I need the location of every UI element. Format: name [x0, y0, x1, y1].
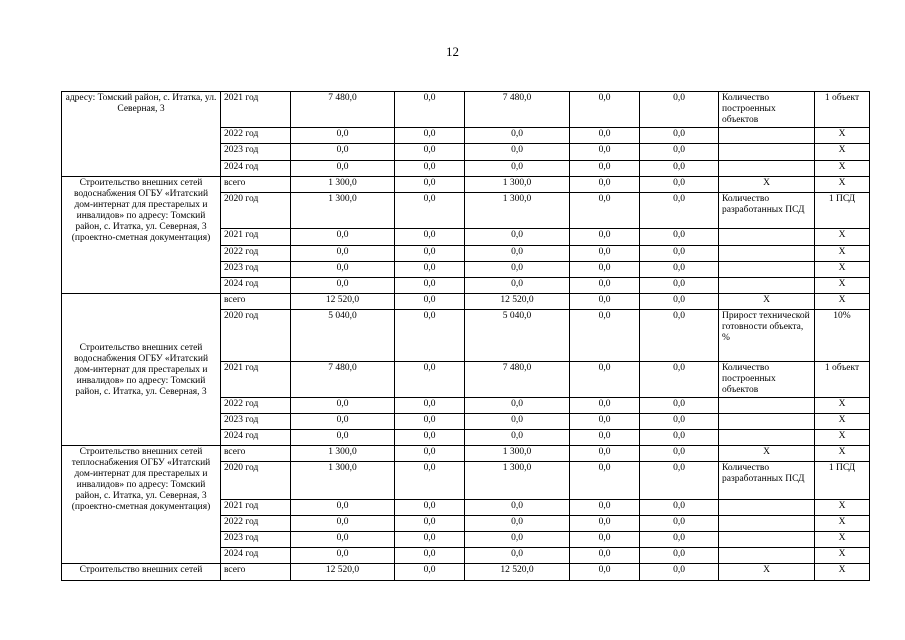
amount-federal-cell: 0,0 [395, 430, 465, 446]
amount-local-cell: 0,0 [570, 362, 640, 398]
amount-total-cell: 0,0 [291, 246, 395, 262]
amount-local-cell: 0,0 [570, 246, 640, 262]
amount-federal-cell: 0,0 [395, 193, 465, 229]
amount-regional-cell: 0,0 [465, 246, 570, 262]
indicator-cell [719, 144, 815, 161]
amount-total-cell: 0,0 [291, 229, 395, 246]
amount-local-cell: 0,0 [570, 128, 640, 144]
indicator-cell [719, 398, 815, 414]
amount-federal-cell: 0,0 [395, 532, 465, 548]
amount-local-cell: 0,0 [570, 262, 640, 278]
indicator-value-cell: X [815, 294, 870, 310]
indicator-value-cell: X [815, 128, 870, 144]
period-cell: всего [221, 446, 291, 462]
indicator-cell [719, 500, 815, 516]
amount-federal-cell: 0,0 [395, 516, 465, 532]
amount-regional-cell: 5 040,0 [465, 310, 570, 362]
amount-extra-cell: 0,0 [640, 177, 719, 193]
amount-regional-cell: 0,0 [465, 430, 570, 446]
amount-federal-cell: 0,0 [395, 144, 465, 161]
amount-local-cell: 0,0 [570, 414, 640, 430]
amount-local-cell: 0,0 [570, 462, 640, 500]
project-name: адресу: Томский район, с. Итатка, ул. Северная, 3 [62, 92, 221, 177]
indicator-cell [719, 128, 815, 144]
period-cell: всего [221, 294, 291, 310]
amount-total-cell: 12 520,0 [291, 294, 395, 310]
amount-extra-cell: 0,0 [640, 193, 719, 229]
period-cell: всего [221, 177, 291, 193]
indicator-cell: Прирост технической готовности объекта, % [719, 310, 815, 362]
amount-federal-cell: 0,0 [395, 548, 465, 564]
amount-extra-cell: 0,0 [640, 362, 719, 398]
amount-regional-cell: 0,0 [465, 161, 570, 177]
period-cell: 2021 год [221, 92, 291, 128]
table-row [62, 177, 870, 193]
amount-federal-cell: 0,0 [395, 177, 465, 193]
amount-regional-cell: 0,0 [465, 398, 570, 414]
amount-regional-cell: 1 300,0 [465, 177, 570, 193]
amount-federal-cell: 0,0 [395, 161, 465, 177]
amount-regional-cell: 0,0 [465, 516, 570, 532]
indicator-cell [719, 516, 815, 532]
amount-extra-cell: 0,0 [640, 548, 719, 564]
indicator-cell [719, 278, 815, 294]
amount-local-cell: 0,0 [570, 92, 640, 128]
indicator-value-cell: X [815, 144, 870, 161]
period-cell: всего [221, 564, 291, 581]
indicator-value-cell: X [815, 229, 870, 246]
indicator-value-cell: X [815, 516, 870, 532]
amount-extra-cell: 0,0 [640, 532, 719, 548]
amount-local-cell: 0,0 [570, 161, 640, 177]
indicator-cell [719, 262, 815, 278]
amount-federal-cell: 0,0 [395, 446, 465, 462]
amount-total-cell: 12 520,0 [291, 564, 395, 581]
amount-regional-cell: 0,0 [465, 144, 570, 161]
amount-regional-cell: 1 300,0 [465, 446, 570, 462]
period-cell: 2022 год [221, 128, 291, 144]
indicator-value-cell: 1 объект [815, 362, 870, 398]
period-cell: 2021 год [221, 229, 291, 246]
amount-regional-cell: 7 480,0 [465, 362, 570, 398]
amount-local-cell: 0,0 [570, 229, 640, 246]
indicator-value-cell: X [815, 564, 870, 581]
amount-federal-cell: 0,0 [395, 564, 465, 581]
indicator-value-cell: X [815, 500, 870, 516]
indicator-value-cell: X [815, 177, 870, 193]
amount-regional-cell: 0,0 [465, 500, 570, 516]
table-row [62, 92, 870, 128]
amount-extra-cell: 0,0 [640, 430, 719, 446]
indicator-value-cell: X [815, 446, 870, 462]
period-cell: 2024 год [221, 548, 291, 564]
amount-regional-cell: 1 300,0 [465, 462, 570, 500]
amount-extra-cell: 0,0 [640, 462, 719, 500]
indicator-cell [719, 246, 815, 262]
indicator-value-cell: X [815, 161, 870, 177]
amount-extra-cell: 0,0 [640, 516, 719, 532]
amount-regional-cell: 0,0 [465, 128, 570, 144]
amount-regional-cell: 0,0 [465, 532, 570, 548]
indicator-cell [719, 532, 815, 548]
indicator-value-cell: 10% [815, 310, 870, 362]
amount-local-cell: 0,0 [570, 310, 640, 362]
amount-local-cell: 0,0 [570, 193, 640, 229]
amount-federal-cell: 0,0 [395, 310, 465, 362]
amount-regional-cell: 0,0 [465, 548, 570, 564]
amount-extra-cell: 0,0 [640, 161, 719, 177]
period-cell: 2020 год [221, 193, 291, 229]
amount-federal-cell: 0,0 [395, 462, 465, 500]
amount-regional-cell: 12 520,0 [465, 564, 570, 581]
indicator-cell: X [719, 446, 815, 462]
amount-extra-cell: 0,0 [640, 500, 719, 516]
amount-extra-cell: 0,0 [640, 310, 719, 362]
period-cell: 2023 год [221, 414, 291, 430]
indicator-value-cell: 1 объект [815, 92, 870, 128]
amount-total-cell: 1 300,0 [291, 177, 395, 193]
amount-total-cell: 0,0 [291, 414, 395, 430]
amount-local-cell: 0,0 [570, 446, 640, 462]
indicator-value-cell: X [815, 398, 870, 414]
amount-local-cell: 0,0 [570, 144, 640, 161]
amount-total-cell: 0,0 [291, 548, 395, 564]
period-cell: 2020 год [221, 310, 291, 362]
amount-total-cell: 0,0 [291, 398, 395, 414]
period-cell: 2021 год [221, 500, 291, 516]
amount-regional-cell: 0,0 [465, 414, 570, 430]
amount-total-cell: 0,0 [291, 278, 395, 294]
indicator-value-cell: X [815, 430, 870, 446]
amount-total-cell: 0,0 [291, 430, 395, 446]
amount-extra-cell: 0,0 [640, 128, 719, 144]
amount-total-cell: 1 300,0 [291, 193, 395, 229]
amount-total-cell: 0,0 [291, 128, 395, 144]
amount-regional-cell: 1 300,0 [465, 193, 570, 229]
indicator-cell [719, 430, 815, 446]
amount-total-cell: 0,0 [291, 500, 395, 516]
indicator-cell: Количество построенных объектов [719, 362, 815, 398]
period-cell: 2023 год [221, 262, 291, 278]
amount-local-cell: 0,0 [570, 516, 640, 532]
amount-extra-cell: 0,0 [640, 262, 719, 278]
amount-local-cell: 0,0 [570, 500, 640, 516]
indicator-value-cell: X [815, 262, 870, 278]
indicator-value-cell: 1 ПСД [815, 193, 870, 229]
amount-local-cell: 0,0 [570, 564, 640, 581]
amount-federal-cell: 0,0 [395, 246, 465, 262]
amount-federal-cell: 0,0 [395, 92, 465, 128]
indicator-cell [719, 414, 815, 430]
indicator-cell: X [719, 564, 815, 581]
amount-regional-cell: 0,0 [465, 262, 570, 278]
indicator-value-cell: X [815, 548, 870, 564]
amount-total-cell: 0,0 [291, 516, 395, 532]
project-name: Строительство внешних сетей теплоснабжения ОГБУ «Итатский дом-интернат для престарелых и инвалидов» по адресу: Томский район, с. Итатка, ул. Северная, 3 (проектно-сметная документация) [62, 446, 221, 564]
amount-extra-cell: 0,0 [640, 446, 719, 462]
amount-federal-cell: 0,0 [395, 262, 465, 278]
amount-federal-cell: 0,0 [395, 500, 465, 516]
amount-regional-cell: 0,0 [465, 278, 570, 294]
amount-extra-cell: 0,0 [640, 414, 719, 430]
amount-federal-cell: 0,0 [395, 414, 465, 430]
budget-table [61, 91, 870, 581]
amount-total-cell: 7 480,0 [291, 362, 395, 398]
page-number: 12 [446, 44, 459, 59]
amount-extra-cell: 0,0 [640, 398, 719, 414]
period-cell: 2022 год [221, 398, 291, 414]
amount-local-cell: 0,0 [570, 548, 640, 564]
amount-federal-cell: 0,0 [395, 362, 465, 398]
indicator-value-cell: X [815, 532, 870, 548]
period-cell: 2022 год [221, 516, 291, 532]
indicator-cell [719, 229, 815, 246]
amount-extra-cell: 0,0 [640, 92, 719, 128]
amount-regional-cell: 7 480,0 [465, 92, 570, 128]
amount-total-cell: 1 300,0 [291, 462, 395, 500]
indicator-value-cell: 1 ПСД [815, 462, 870, 500]
indicator-cell: X [719, 294, 815, 310]
period-cell: 2021 год [221, 362, 291, 398]
amount-federal-cell: 0,0 [395, 294, 465, 310]
indicator-cell: Количество разработанных ПСД [719, 462, 815, 500]
amount-local-cell: 0,0 [570, 177, 640, 193]
table-row [62, 294, 870, 310]
period-cell: 2024 год [221, 161, 291, 177]
amount-total-cell: 5 040,0 [291, 310, 395, 362]
period-cell: 2023 год [221, 532, 291, 548]
amount-local-cell: 0,0 [570, 278, 640, 294]
project-name: Строительство внешних сетей [62, 564, 221, 581]
project-name: Строительство внешних сетей водоснабжения ОГБУ «Итатский дом-интернат для престарелых и инвалидов» по адресу: Томский район, с. Итатка, ул. Северная, 3 [62, 294, 221, 446]
amount-extra-cell: 0,0 [640, 246, 719, 262]
amount-extra-cell: 0,0 [640, 278, 719, 294]
amount-regional-cell: 0,0 [465, 229, 570, 246]
indicator-cell: Количество построенных объектов [719, 92, 815, 128]
amount-extra-cell: 0,0 [640, 229, 719, 246]
indicator-value-cell: X [815, 414, 870, 430]
amount-local-cell: 0,0 [570, 294, 640, 310]
indicator-value-cell: X [815, 278, 870, 294]
amount-extra-cell: 0,0 [640, 294, 719, 310]
period-cell: 2023 год [221, 144, 291, 161]
amount-total-cell: 0,0 [291, 262, 395, 278]
amount-local-cell: 0,0 [570, 430, 640, 446]
project-name: Строительство внешних сетей водоснабжения ОГБУ «Итатский дом-интернат для престарелых и инвалидов» по адресу: Томский район, с. Итатка, ул. Северная, 3 (проектно-сметная документация) [62, 177, 221, 294]
period-cell: 2020 год [221, 462, 291, 500]
amount-federal-cell: 0,0 [395, 278, 465, 294]
indicator-value-cell: X [815, 246, 870, 262]
indicator-cell: X [719, 177, 815, 193]
amount-total-cell: 0,0 [291, 144, 395, 161]
table-row [62, 564, 870, 581]
amount-total-cell: 0,0 [291, 532, 395, 548]
table-row [62, 446, 870, 462]
amount-total-cell: 7 480,0 [291, 92, 395, 128]
period-cell: 2024 год [221, 430, 291, 446]
amount-federal-cell: 0,0 [395, 398, 465, 414]
amount-federal-cell: 0,0 [395, 128, 465, 144]
period-cell: 2024 год [221, 278, 291, 294]
amount-extra-cell: 0,0 [640, 564, 719, 581]
amount-local-cell: 0,0 [570, 398, 640, 414]
period-cell: 2022 год [221, 246, 291, 262]
amount-regional-cell: 12 520,0 [465, 294, 570, 310]
amount-local-cell: 0,0 [570, 532, 640, 548]
amount-total-cell: 0,0 [291, 161, 395, 177]
amount-federal-cell: 0,0 [395, 229, 465, 246]
indicator-cell [719, 548, 815, 564]
indicator-cell: Количество разработанных ПСД [719, 193, 815, 229]
amount-total-cell: 1 300,0 [291, 446, 395, 462]
amount-extra-cell: 0,0 [640, 144, 719, 161]
indicator-cell [719, 161, 815, 177]
